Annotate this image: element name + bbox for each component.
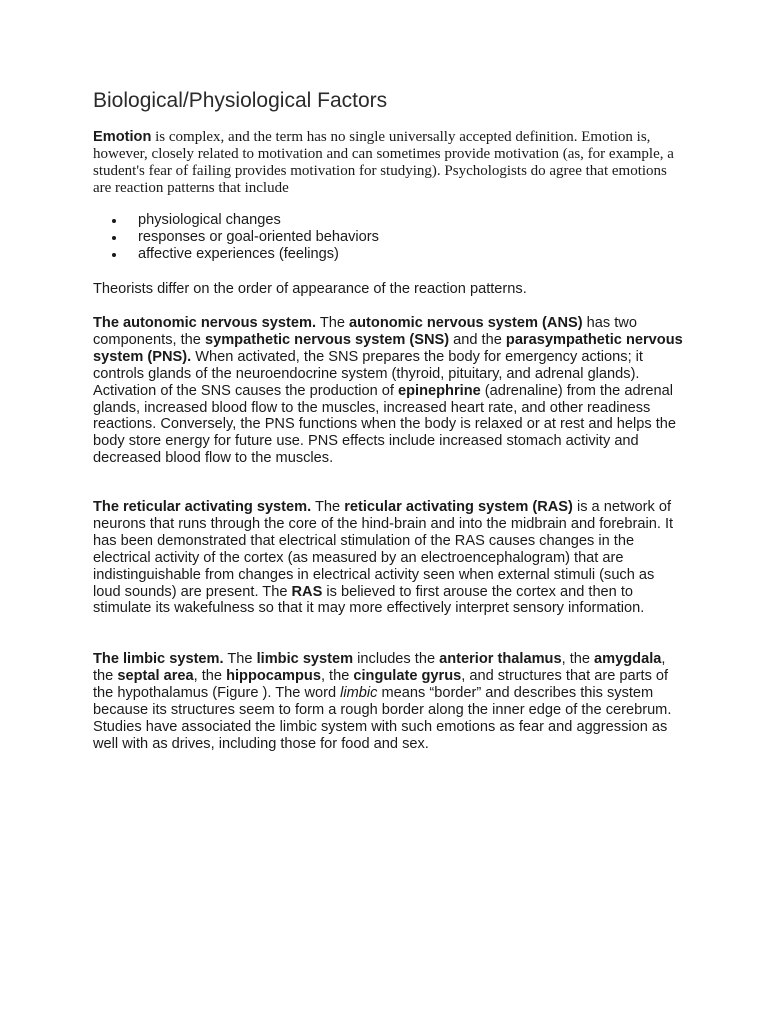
ras-heading: The reticular activating system.: [93, 499, 312, 515]
ans-term: autonomic nervous system (ANS): [349, 315, 583, 331]
limbic-text: , the: [561, 651, 595, 667]
limbic-italic-term: limbic: [340, 684, 378, 701]
ras-term: reticular activating system (RAS): [344, 499, 573, 515]
hippocampus-term: hippocampus: [226, 667, 321, 684]
ans-text: has two components, the: [93, 315, 637, 348]
intro-lead-term: Emotion: [93, 129, 152, 145]
limbic-text: means “border” and describes this system because its structures seem to form a rough border along the inner edge of the cerebrum. Studies have associated the limbic system with such emotions as fear and aggression as well with as drives, including those for food and sex.: [93, 684, 672, 752]
limbic-text: The: [223, 651, 257, 667]
list-item: [112, 229, 379, 246]
ans-text: (adrenaline) from the adrenal glands, increased blood flow to the muscles, increased heart rate, and other readiness reactions. Conversely, the PNS functions when the body is relaxed or at rest and helps the body store energy for future use. PNS effects include increased stomach activity and decreased blood flow to the muscles.: [93, 382, 676, 467]
reaction-pattern-list: [112, 212, 379, 263]
limbic-heading: The limbic system.: [93, 651, 224, 667]
pns-term: parasympathetic nervous system (PNS).: [93, 331, 683, 365]
sns-term: sympathetic nervous system (SNS): [204, 331, 450, 348]
limbic-term: limbic system: [256, 651, 354, 667]
list-item: [112, 212, 379, 229]
limbic-text: , the: [93, 651, 666, 684]
ans-heading: The autonomic nervous system.: [93, 315, 317, 331]
ras-text: is believed to first arouse the cortex and then to stimulate its wakefulness so that it may more effectively interpret sensory information.: [93, 583, 645, 617]
list-item: [112, 246, 379, 263]
limbic-text: includes the: [353, 651, 440, 667]
ans-text: and the: [449, 331, 506, 348]
list-item-text: responses or goal-oriented behaviors: [138, 229, 379, 245]
page-title: Biological/Physiological Factors: [93, 89, 388, 112]
epinephrine-term: epinephrine: [398, 382, 481, 399]
amygdala-term: amygdala: [594, 651, 662, 667]
limbic-text: , the: [193, 667, 227, 684]
bullet-icon: [112, 219, 116, 223]
ans-text: The: [316, 315, 350, 331]
list-item-text: physiological changes: [138, 212, 281, 228]
septal-area-term: septal area: [117, 667, 194, 684]
ras-text: is a network of neurons that runs through the core of the hind-brain and into the midbrain and forebrain. It has been demonstrated that electrical stimulation of the RAS causes changes in the electrical activity of the cortex (as measured by an electroencephalogram) that are indistinguishable from changes in electrical activity seen when external stimuli (such as loud sounds) are present. The: [93, 499, 674, 600]
list-item-text: affective experiences (feelings): [138, 246, 339, 262]
ras-abbrev-term: RAS: [291, 583, 323, 600]
bullet-icon: [112, 236, 116, 240]
intro-paragraph: [93, 129, 683, 197]
ras-text: The: [311, 499, 345, 515]
bullet-icon: [112, 253, 116, 257]
intro-text: is complex, and the term has no single universally accepted definition. Emotion is, however, closely related to motivation and can sometimes provide motivation (as, for example, a student's fear of failing provides motivation for studying). Psychologists do agree that emotions are reaction patterns that include: [93, 129, 674, 196]
limbic-paragraph: [93, 651, 683, 752]
ans-text: When activated, the SNS prepares the body for emergency actions; it controls glands of the neuroendocrine system (thyroid, pituitary, and adrenal glands). Activation of the SNS causes the production of: [93, 348, 643, 399]
cingulate-gyrus-term: cingulate gyrus: [353, 667, 462, 684]
limbic-text: , the: [320, 667, 354, 684]
anterior-thalamus-term: anterior thalamus: [439, 651, 562, 667]
limbic-text: , and structures that are parts of the hypothalamus (Figure ). The word: [93, 667, 669, 701]
ras-paragraph: [93, 499, 683, 617]
ans-paragraph: [93, 315, 683, 467]
theorists-paragraph: Theorists differ on the order of appearance of the reaction patterns.: [93, 281, 527, 297]
